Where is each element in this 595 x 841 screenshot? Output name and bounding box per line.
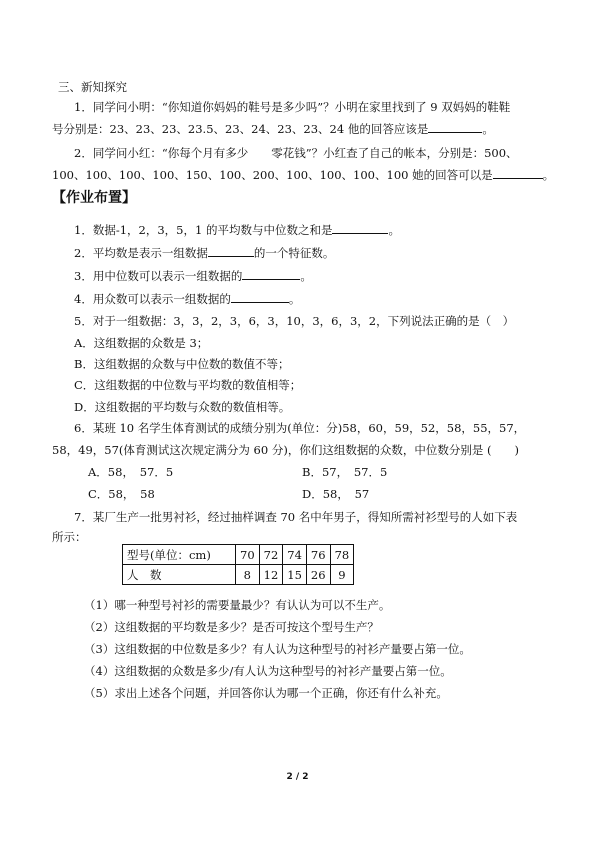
homework-q4-end: 。: [288, 292, 301, 306]
homework-q3-end: 。: [300, 269, 312, 283]
homework-q1-text: 1．数据-1，2，3，5，1 的平均数与中位数之和是: [74, 223, 333, 237]
homework-q7-sub-2: （2）这组数据的平均数是多少？是否可按这个型号生产？: [84, 620, 379, 634]
table-cell: 76: [306, 545, 330, 565]
homework-q6-option-c: C．58， 58: [88, 487, 155, 501]
question-1-line-1: 1．同学问小明：“你知道你妈妈的鞋号是多少吗”？小明在家里找到了 9 双妈妈的鞋鞋: [74, 100, 511, 114]
question-2-text: 100、100、100、100、150、100、200、100、100、100、100 她的回答可以是: [52, 168, 493, 182]
homework-q2: [74, 245, 334, 260]
homework-q6-line-1: 6．某班 10 名学生体育测试的成绩分别为(单位：分)58，60，59，52，58，55，57，: [74, 421, 526, 435]
homework-q5-option-c: C．这组数据的中位数与平均数的数值相等；: [74, 378, 302, 392]
table-row: [123, 545, 354, 565]
homework-q7-sub-4: （4）这组数据的众数是多少/有人认为这种型号的衬衫产量要占第一位。: [84, 664, 452, 678]
section-title: 三、新知探究: [58, 80, 127, 94]
question-2-line-1: 2．同学问小红：“你每个月有多少 零花钱”？小红查了自己的帐本，分别是：500、: [74, 146, 518, 160]
homework-q4: [74, 291, 300, 306]
homework-q1-end: 。: [388, 223, 400, 237]
homework-q7-sub-3: （3）这组数据的中位数是多少？有人认为这种型号的衬衫产量要占第一位。: [84, 642, 471, 656]
table-cell: 74: [283, 545, 307, 565]
table-cell: 26: [306, 565, 330, 585]
homework-q1: [74, 222, 400, 237]
homework-q7-sub-5: （5）求出上述各个问题，并回答你认为哪一个正确，你还有什么补充。: [84, 686, 448, 700]
question-1-text: 号分别是：23、23、23、23.5、23、24、23、23、24 他的回答应该是: [52, 122, 429, 136]
table-row: [123, 565, 354, 585]
homework-q7-line-1: 7．某厂生产一批男衬衫，经过抽样调查 70 名中年男子，得知所需衬衫型号的人如下表: [74, 510, 518, 524]
answer-blank[interactable]: [332, 222, 388, 234]
table-cell: 70: [236, 545, 260, 565]
answer-blank[interactable]: [493, 167, 543, 179]
answer-blank[interactable]: [208, 245, 254, 257]
question-1-end: 。: [482, 122, 494, 136]
table-cell: 72: [259, 545, 283, 565]
answer-blank[interactable]: [242, 268, 300, 280]
homework-q2-post: 的一个特征数。: [253, 246, 335, 260]
shirt-size-table: [122, 544, 354, 585]
table-cell: 78: [330, 545, 354, 565]
homework-q2-text: 2．平均数是表示一组数据: [74, 246, 208, 260]
table-header-count: 人 数: [123, 565, 236, 585]
table-cell: 15: [283, 565, 307, 585]
homework-q6-option-d: D．58， 57: [302, 487, 370, 501]
homework-q5-option-b: B．这组数据的众数与中位数的数值不等；: [74, 357, 290, 371]
homework-q6-option-a: A．58， 57．5: [88, 465, 174, 479]
homework-q6-line-2: 58，49，57(体育测试这次规定满分为 60 分)，你们这组数据的众数，中位数分别是 ( ): [52, 443, 519, 457]
answer-blank[interactable]: [231, 291, 289, 303]
homework-q5: 5．对于一组数据：3，3，2，3，6，3，10，3，6，3，2，下列说法正确的是（ ）: [74, 314, 515, 328]
homework-q6-option-b: B．57， 57．5: [302, 465, 388, 479]
answer-blank[interactable]: [428, 121, 482, 133]
homework-q5-option-d: D．这组数据的平均数与众数的数值相等。: [74, 400, 291, 414]
homework-heading: 【作业布置】: [52, 190, 136, 206]
homework-q7-line-2: 所示：: [52, 530, 87, 544]
homework-q4-text: 4．用众数可以表示一组数据的: [74, 292, 231, 306]
homework-q7-sub-1: （1）哪一种型号衬衫的需要量最少？有认认为可以不生产。: [84, 598, 391, 612]
table-header-size: 型号(单位：cm): [123, 545, 236, 565]
question-1-line-2: [52, 121, 494, 136]
question-2-end: 。: [542, 168, 555, 182]
homework-q3: [74, 268, 312, 283]
page-number: 2 / 2: [286, 772, 309, 782]
homework-q3-text: 3．用中位数可以表示一组数据的: [74, 269, 243, 283]
question-2-line-2: [52, 167, 554, 182]
table-cell: 8: [236, 565, 260, 585]
table-cell: 12: [259, 565, 283, 585]
homework-q5-option-a: A．这组数据的众数是 3；: [74, 336, 209, 350]
table-cell: 9: [330, 565, 354, 585]
